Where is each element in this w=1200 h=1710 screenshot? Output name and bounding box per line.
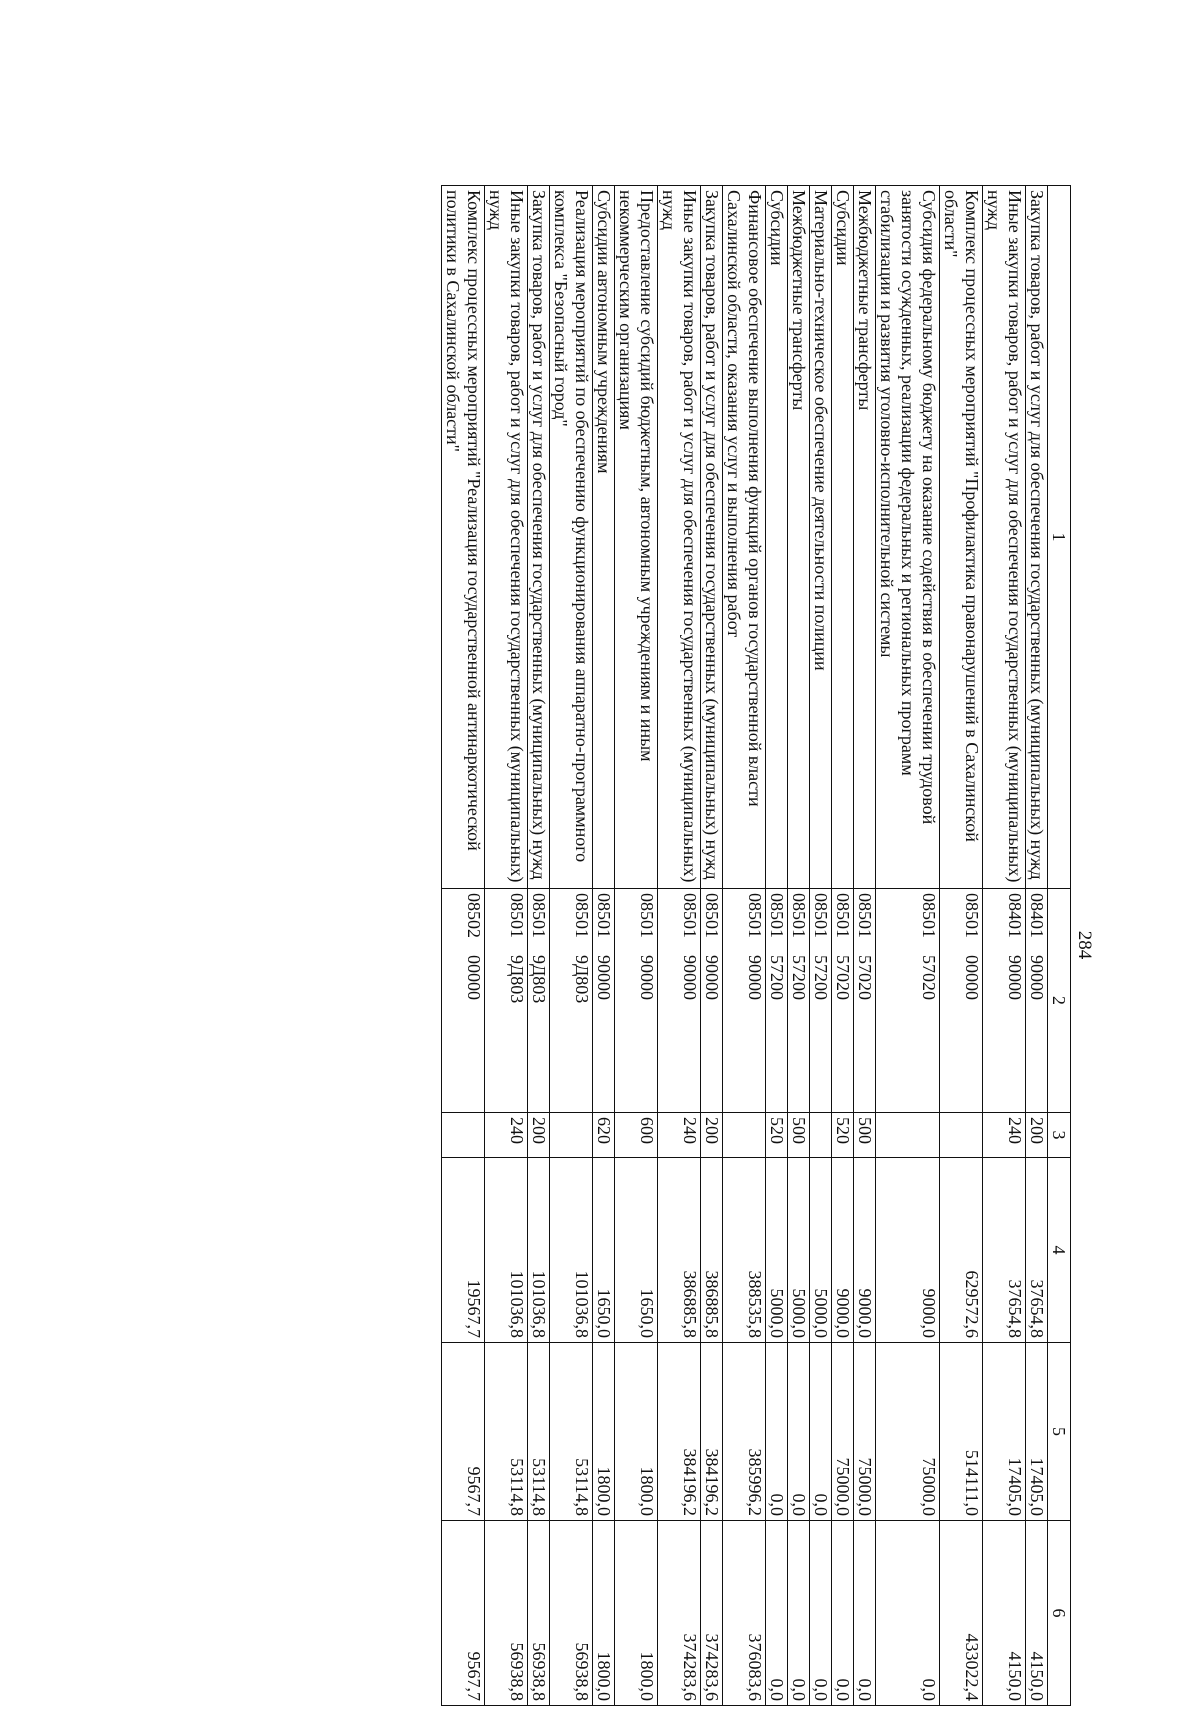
row-name: Иные закупки товаров, работ и услуг для обеспечения государственных (муниципальных) нужд (485, 186, 528, 889)
row-name: Комплекс процессных мероприятий "Профилактика правонарушений в Сахалинской области" (940, 186, 983, 889)
amount-col-4: 101036,8 (485, 1158, 528, 1343)
amount-col-4: 9000,0 (854, 1158, 876, 1343)
amount-col-5: 9567,7 (442, 1343, 485, 1521)
amount-col-5: 384196,2 (658, 1343, 701, 1521)
section-code: 08501 (745, 893, 765, 938)
classification-code (701, 889, 723, 1113)
amount-col-4: 386885,8 (658, 1158, 701, 1343)
amount-col-6: 433022,4 (940, 1521, 983, 1706)
target-code: 57020 (833, 955, 853, 1000)
classification-code (832, 889, 854, 1113)
target-code: 57200 (811, 955, 831, 1000)
amount-col-4: 19567,7 (442, 1158, 485, 1343)
table-row (442, 186, 485, 1706)
section-code: 08501 (637, 893, 657, 938)
column-header: 3 (1048, 1113, 1071, 1158)
expense-type-code: 240 (485, 1113, 528, 1158)
amount-col-4: 5000,0 (788, 1158, 810, 1343)
amount-col-6: 0,0 (788, 1521, 810, 1706)
section-code: 08501 (811, 893, 831, 938)
amount-col-5: 75000,0 (832, 1343, 854, 1521)
classification-code (528, 889, 550, 1113)
classification-code (854, 889, 876, 1113)
classification-code (550, 889, 593, 1113)
table-row (854, 186, 876, 1706)
expense-type-code (876, 1113, 940, 1158)
target-code: 90000 (745, 955, 765, 1000)
amount-col-4: 37654,8 (983, 1158, 1026, 1343)
target-code: 00000 (962, 955, 982, 1000)
classification-code (810, 889, 832, 1113)
row-name: Закупка товаров, работ и услуг для обеспечения государственных (муниципальных) нужд (1026, 186, 1048, 889)
table-row (615, 186, 658, 1706)
amount-col-4: 5000,0 (766, 1158, 788, 1343)
section-code: 08401 (1005, 893, 1025, 938)
amount-col-5: 53114,8 (485, 1343, 528, 1521)
target-code: 57020 (855, 955, 875, 1000)
amount-col-5: 384196,2 (701, 1343, 723, 1521)
expense-type-code: 620 (593, 1113, 615, 1158)
amount-col-4: 1650,0 (593, 1158, 615, 1343)
table-row (485, 186, 528, 1706)
amount-col-6: 0,0 (876, 1521, 940, 1706)
amount-col-4: 386885,8 (701, 1158, 723, 1343)
table-row (983, 186, 1026, 1706)
section-code: 08501 (962, 893, 982, 938)
section-code: 08401 (1027, 893, 1047, 938)
target-code: 57200 (789, 955, 809, 1000)
amount-col-5: 514111,0 (940, 1343, 983, 1521)
row-name: Иные закупки товаров, работ и услуг для обеспечения государственных (муниципальных) нужд (983, 186, 1026, 889)
amount-col-4: 388535,8 (723, 1158, 766, 1343)
amount-col-5: 0,0 (788, 1343, 810, 1521)
amount-col-6: 0,0 (766, 1521, 788, 1706)
target-code: 90000 (1027, 955, 1047, 1000)
section-code: 08501 (833, 893, 853, 938)
expense-type-code: 200 (528, 1113, 550, 1158)
section-code: 08501 (855, 893, 875, 938)
amount-col-5: 75000,0 (876, 1343, 940, 1521)
table-row (1026, 186, 1048, 1706)
amount-col-5: 385996,2 (723, 1343, 766, 1521)
expense-type-code: 520 (766, 1113, 788, 1158)
row-name: Закупка товаров, работ и услуг для обеспечения государственных (муниципальных) нужд (701, 186, 723, 889)
section-code: 08501 (919, 893, 939, 938)
classification-code (766, 889, 788, 1113)
table-row (593, 186, 615, 1706)
target-code: 9Д803 (529, 955, 549, 1004)
row-name: Иные закупки товаров, работ и услуг для обеспечения государственных (муниципальных) нужд (658, 186, 701, 889)
amount-col-6: 1800,0 (593, 1521, 615, 1706)
row-name: Реализация мероприятий по обеспечению функционирования аппаратно-программного комплекса "Безопасный город" (550, 186, 593, 889)
table-row (528, 186, 550, 1706)
classification-code (1026, 889, 1048, 1113)
budget-table (441, 185, 1071, 1706)
row-name: Субсидии (766, 186, 788, 889)
amount-col-4: 1650,0 (615, 1158, 658, 1343)
table-row (766, 186, 788, 1706)
expense-type-code: 600 (615, 1113, 658, 1158)
table-row (788, 186, 810, 1706)
row-name: Субсидии автономным учреждениям (593, 186, 615, 889)
expense-type-code (940, 1113, 983, 1158)
column-header: 4 (1048, 1158, 1071, 1343)
section-code: 08501 (789, 893, 809, 938)
expense-type-code (810, 1113, 832, 1158)
classification-code (876, 889, 940, 1113)
amount-col-6: 0,0 (832, 1521, 854, 1706)
amount-col-6: 56938,8 (485, 1521, 528, 1706)
target-code: 90000 (1005, 955, 1025, 1000)
classification-code (442, 889, 485, 1113)
amount-col-5: 17405,0 (983, 1343, 1026, 1521)
amount-col-4: 9000,0 (876, 1158, 940, 1343)
classification-code (593, 889, 615, 1113)
table-row (723, 186, 766, 1706)
expense-type-code: 500 (854, 1113, 876, 1158)
row-name: Комплекс процессных мероприятий "Реализация государственной антинаркотической политики в Сахалинской области" (442, 186, 485, 889)
section-code: 08501 (507, 893, 527, 938)
amount-col-6: 374283,6 (701, 1521, 723, 1706)
classification-code (788, 889, 810, 1113)
amount-col-5: 53114,8 (528, 1343, 550, 1521)
classification-code (723, 889, 766, 1113)
expense-type-code (723, 1113, 766, 1158)
column-header: 1 (1048, 186, 1071, 889)
classification-code (658, 889, 701, 1113)
expense-type-code: 240 (983, 1113, 1026, 1158)
row-name: Закупка товаров, работ и услуг для обеспечения государственных (муниципальных) нужд (528, 186, 550, 889)
amount-col-4: 101036,8 (528, 1158, 550, 1343)
target-code: 90000 (637, 955, 657, 1000)
classification-code (485, 889, 528, 1113)
amount-col-4: 37654,8 (1026, 1158, 1048, 1343)
table-row (658, 186, 701, 1706)
target-code: 90000 (594, 955, 614, 1000)
amount-col-5: 0,0 (810, 1343, 832, 1521)
row-name: Финансовое обеспечение выполнения функций органов государственной власти Сахалинской области, оказания услуг и выполнения работ (723, 186, 766, 889)
column-header: 2 (1048, 889, 1071, 1113)
table-row (810, 186, 832, 1706)
target-code: 00000 (464, 955, 484, 1000)
row-name: Межбюджетные трансферты (854, 186, 876, 889)
amount-col-4: 629572,6 (940, 1158, 983, 1343)
column-header: 6 (1048, 1521, 1071, 1706)
amount-col-6: 4150,0 (1026, 1521, 1048, 1706)
classification-code (940, 889, 983, 1113)
header-row (1048, 186, 1071, 1706)
amount-col-4: 5000,0 (810, 1158, 832, 1343)
column-header: 5 (1048, 1343, 1071, 1521)
amount-col-6: 56938,8 (550, 1521, 593, 1706)
rotated-table-content (107, 185, 1097, 1705)
table-row (701, 186, 723, 1706)
amount-col-6: 1800,0 (615, 1521, 658, 1706)
expense-type-code: 200 (701, 1113, 723, 1158)
amount-col-6: 0,0 (810, 1521, 832, 1706)
row-name: Субсидии (832, 186, 854, 889)
section-code: 08502 (464, 893, 484, 938)
amount-col-5: 1800,0 (593, 1343, 615, 1521)
expense-type-code: 240 (658, 1113, 701, 1158)
table-row (832, 186, 854, 1706)
row-name: Субсидия федеральному бюджету на оказание содействия в обеспечении трудовой занятости осужденных, реализации федеральных и региональных программ стабилизации и развития уголовно-исполнительной системы (876, 186, 940, 889)
amount-col-6: 4150,0 (983, 1521, 1026, 1706)
target-code: 57020 (919, 955, 939, 1000)
amount-col-5: 17405,0 (1026, 1343, 1048, 1521)
amount-col-4: 9000,0 (832, 1158, 854, 1343)
table-row (876, 186, 940, 1706)
section-code: 08501 (529, 893, 549, 938)
section-code: 08501 (680, 893, 700, 938)
row-name: Межбюджетные трансферты (788, 186, 810, 889)
amount-col-5: 53114,8 (550, 1343, 593, 1521)
amount-col-6: 374283,6 (658, 1521, 701, 1706)
section-code: 08501 (702, 893, 722, 938)
section-code: 08501 (767, 893, 787, 938)
classification-code (983, 889, 1026, 1113)
amount-col-5: 1800,0 (615, 1343, 658, 1521)
amount-col-6: 0,0 (854, 1521, 876, 1706)
amount-col-5: 75000,0 (854, 1343, 876, 1521)
expense-type-code (442, 1113, 485, 1158)
amount-col-5: 0,0 (766, 1343, 788, 1521)
target-code: 9Д803 (572, 955, 592, 1004)
target-code: 57200 (767, 955, 787, 1000)
table-row (550, 186, 593, 1706)
amount-col-4: 101036,8 (550, 1158, 593, 1343)
amount-col-6: 56938,8 (528, 1521, 550, 1706)
row-name: Материально-техническое обеспечение деятельности полиции (810, 186, 832, 889)
classification-code (615, 889, 658, 1113)
expense-type-code: 500 (788, 1113, 810, 1158)
target-code: 9Д803 (507, 955, 527, 1004)
table-row (940, 186, 983, 1706)
amount-col-6: 376083,6 (723, 1521, 766, 1706)
section-code: 08501 (572, 893, 592, 938)
target-code: 90000 (702, 955, 722, 1000)
row-name: Предоставление субсидий бюджетным, автономным учреждениям и иным некоммерческим организациям (615, 186, 658, 889)
expense-type-code: 200 (1026, 1113, 1048, 1158)
expense-type-code: 520 (832, 1113, 854, 1158)
expense-type-code (550, 1113, 593, 1158)
amount-col-6: 9567,7 (442, 1521, 485, 1706)
section-code: 08501 (594, 893, 614, 938)
page-number: 284 (1074, 930, 1095, 960)
target-code: 90000 (680, 955, 700, 1000)
